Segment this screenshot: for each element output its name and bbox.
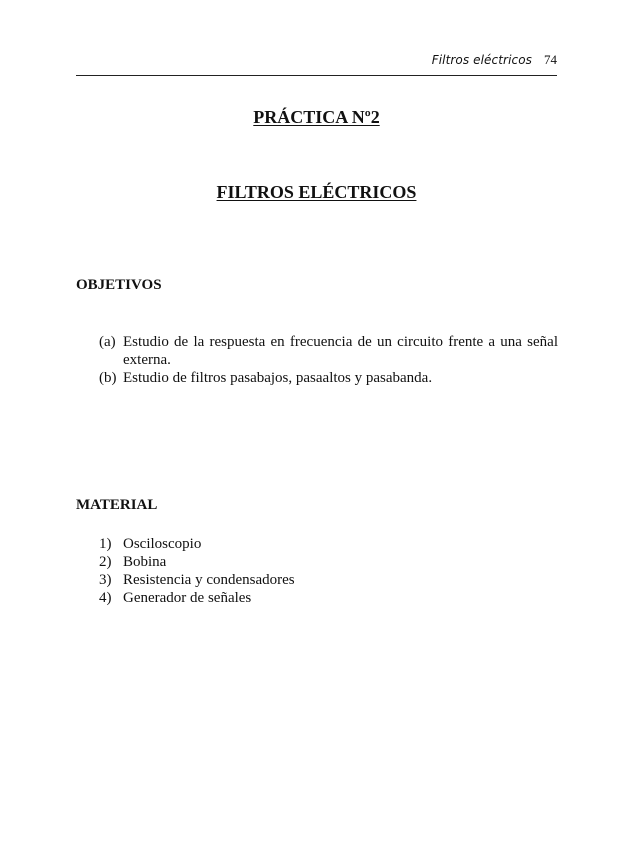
material-item [99,553,558,571]
material-marker: 1) [99,536,112,552]
objetivo-marker: (b) [99,370,117,386]
objetivos-list [99,333,558,387]
topic-title: FILTROS ELÉCTRICOS [216,182,417,202]
practice-title: PRÁCTICA Nº2 [253,107,380,127]
objetivo-item-b [99,369,558,387]
objetivo-item-a [99,333,558,369]
material-text: Resistencia y condensadores [123,572,295,588]
material-marker: 4) [99,590,112,606]
material-text: Osciloscopio [123,536,202,552]
material-item [99,535,558,553]
material-text: Bobina [123,554,167,570]
objetivos-heading: OBJETIVOS [76,277,162,293]
material-list [99,535,558,607]
material-heading: MATERIAL [76,497,158,513]
header-divider [76,75,557,76]
objetivo-text: Estudio de la respuesta en frecuencia de un circuito frente a una señal externa. [123,334,558,368]
page-number: 74 [544,52,557,67]
material-item [99,589,558,607]
page-header [76,50,557,72]
objetivo-marker: (a) [99,334,116,350]
objetivo-text: Estudio de filtros pasabajos, pasaaltos y pasabanda. [123,370,433,386]
material-text: Generador de señales [123,590,252,606]
running-header-title: Filtros eléctricos [431,53,532,67]
material-marker: 3) [99,572,112,588]
material-item [99,571,558,589]
material-marker: 2) [99,554,112,570]
